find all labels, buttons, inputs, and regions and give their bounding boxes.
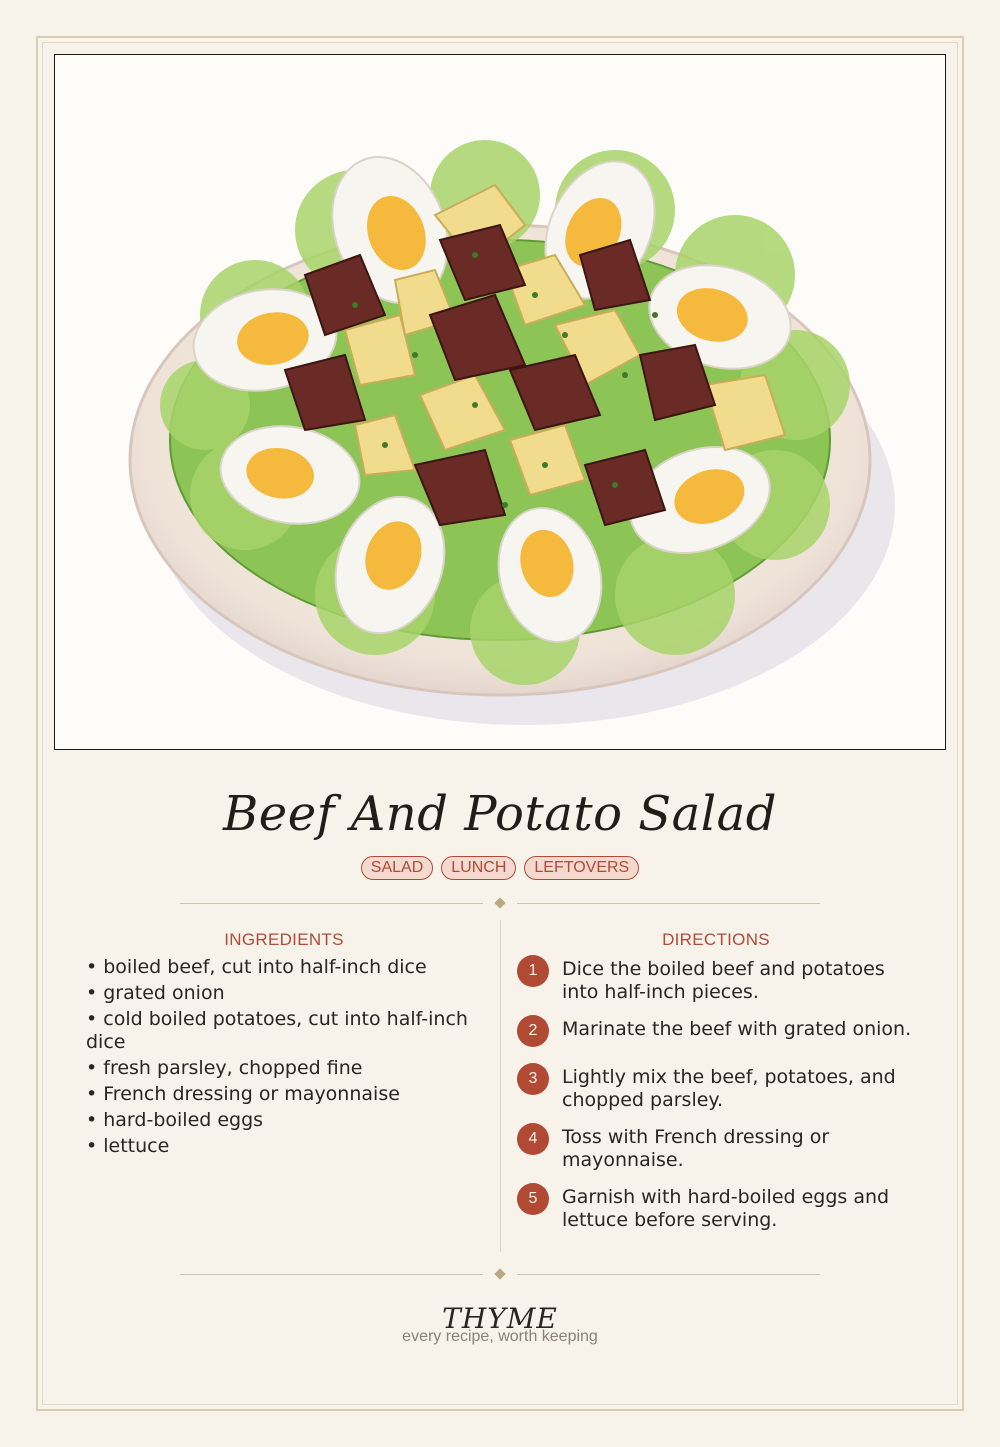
- step-number-badge: 1: [517, 955, 549, 987]
- direction-step-1: [517, 955, 927, 1004]
- step-number-badge: 3: [517, 1063, 549, 1095]
- ingredient-item: • hard-boiled eggs: [86, 1109, 264, 1131]
- recipe-illustration: [54, 54, 946, 750]
- direction-step-2: [517, 1015, 927, 1047]
- section-divider-bottom: [180, 1269, 820, 1281]
- step-text: Garnish with hard-boiled eggs and lettuce before serving.: [562, 1186, 890, 1231]
- diamond-ornament-icon: [494, 1268, 505, 1279]
- column-divider: [500, 920, 501, 1252]
- ingredient-item: • cold boiled potatoes, cut into half-inch dice: [86, 1008, 468, 1053]
- step-number-badge: 2: [517, 1015, 549, 1047]
- ingredient-item: • fresh parsley, chopped fine: [86, 1057, 363, 1079]
- ingredient-item: • boiled beef, cut into half-inch dice: [86, 956, 427, 978]
- direction-step-5: [517, 1183, 927, 1232]
- ingredients-heading: INGREDIENTS: [224, 930, 344, 949]
- diamond-ornament-icon: [494, 897, 505, 908]
- tag-salad[interactable]: SALAD: [361, 856, 433, 880]
- direction-step-3: [517, 1063, 927, 1112]
- brand-name: THYME: [442, 1302, 558, 1335]
- tag-list: [0, 856, 1000, 880]
- ingredient-item: • French dressing or mayonnaise: [86, 1083, 400, 1105]
- ingredient-item: • grated onion: [86, 982, 225, 1004]
- section-divider-top: [180, 898, 820, 910]
- tag-leftovers[interactable]: LEFTOVERS: [524, 856, 639, 880]
- directions-heading: DIRECTIONS: [662, 930, 770, 949]
- step-text: Lightly mix the beef, potatoes, and chopped parsley.: [562, 1066, 896, 1111]
- tag-lunch[interactable]: LUNCH: [441, 856, 516, 880]
- step-text: Toss with French dressing or mayonnaise.: [562, 1126, 830, 1171]
- step-text: Dice the boiled beef and potatoes into half-inch pieces.: [562, 958, 885, 1003]
- step-text: Marinate the beef with grated onion.: [562, 1018, 912, 1040]
- ingredient-item: • lettuce: [86, 1135, 170, 1157]
- direction-step-4: [517, 1123, 927, 1172]
- brand-tagline: every recipe, worth keeping: [402, 1328, 598, 1345]
- recipe-title: Beef And Potato Salad: [223, 786, 777, 842]
- step-number-badge: 4: [517, 1123, 549, 1155]
- step-number-badge: 5: [517, 1183, 549, 1215]
- ingredient-list: [86, 956, 486, 1161]
